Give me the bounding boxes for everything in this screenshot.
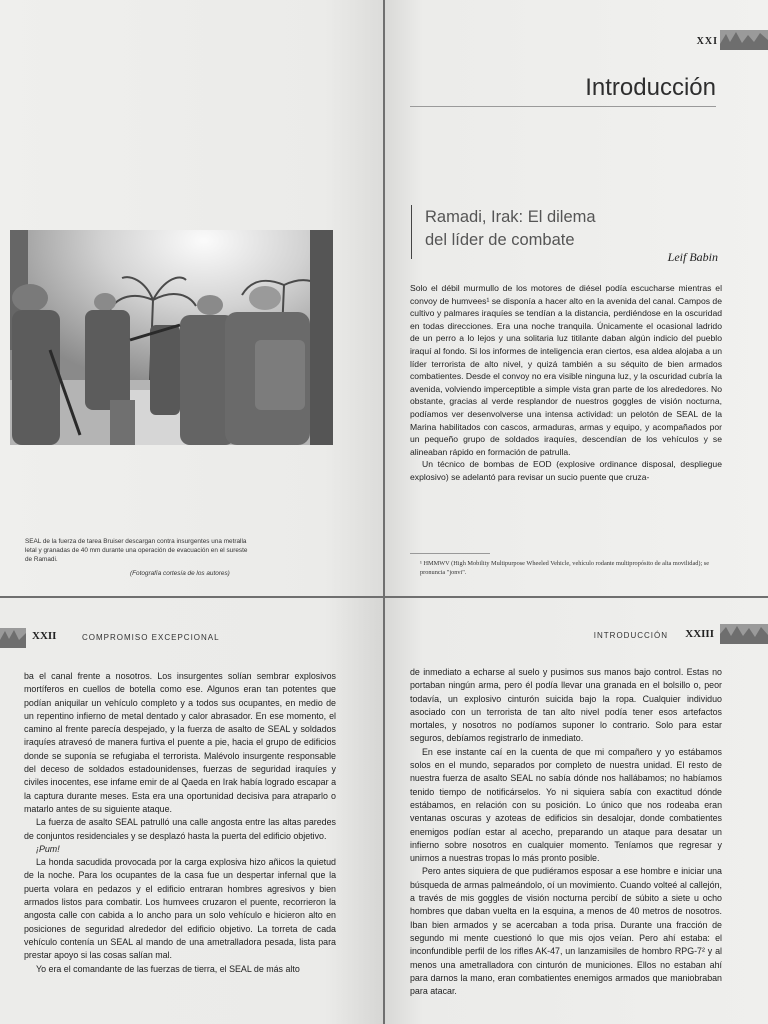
page-number: XXII bbox=[32, 630, 57, 642]
footnote: ¹ HMMWV (High Mobility Multipurpose Wheeled Vehicle, vehículo rodante multipropósito de alta movilidad); se pronuncia "jonvi". bbox=[420, 560, 710, 576]
chapter-title-line-2: del líder de combate bbox=[425, 231, 575, 249]
title-divider bbox=[410, 106, 716, 107]
body-text bbox=[410, 666, 722, 998]
foliage-ornament-icon bbox=[0, 628, 26, 648]
paragraph: Yo era el comandante de las fuerzas de tierra, el SEAL de más alto bbox=[36, 963, 300, 974]
footnote-divider bbox=[410, 553, 490, 554]
paragraph: ¡Pum! bbox=[36, 843, 60, 854]
running-head: INTRODUCCIÓN bbox=[593, 631, 668, 640]
paragraph: Un técnico de bombas de EOD (explosive ordinance disposal, despliegue explosivo) se adelantó para revisar un sucio puente que cruza- bbox=[410, 459, 722, 482]
page-title: Introducción bbox=[585, 74, 716, 101]
foliage-ornament-icon bbox=[720, 30, 768, 50]
paragraph: En ese instante caí en la cuenta de que mi compañero y yo estábamos solos en el mundo, separados por completo de nuestra unidad. El resto de nuestra fuerza de asalto SEAL no sabía dónde nos hallábamos; no habíamos tenido tiempo de notificárselos. Yo ni siquiera sabía con exactitud dónde estábamos, en relación con su posición. Lo único que nos rodeaba eran ventanas oscuras y azoteas de edificios sin desalojar, donde combatientes enemigos podían estar al acecho, preparando un ataque para desatar un infierno sobre nosotros en cualquier momento. Teníamos que regresar y unirnos a nuestras tropas lo más pronto posible. bbox=[410, 746, 722, 864]
paragraph: La fuerza de asalto SEAL patrulló una calle angosta entre las altas paredes de conjuntos residenciales y se desplazó hasta la puerta del edificio objetivo. bbox=[24, 817, 336, 841]
page-left-bottom bbox=[0, 598, 383, 1024]
seal-team-photo bbox=[10, 230, 333, 445]
page-number: XXI bbox=[696, 36, 718, 47]
photo-credit: (Fotografía cortesía de los autores) bbox=[130, 570, 230, 577]
page-left-top bbox=[0, 0, 383, 596]
paragraph: La honda sacudida provocada por la carga explosiva hizo añicos la quietud de la noche. Para los ocupantes de la casa fue un despertar infernal que la puerta volara en pedazos y el edificio entraran hombres agresivos y bien armados listos para combatir. Los humvees cruzaron el puente, recorrieron la angosta calle con cabida a lo ancho para un solo vehículo e hicieron alto en posiciones de seguridad alrededor del edificio objetivo. La torreta de cada vehículo contenía un SEAL al mando de una ametralladora pesada, lista para prestar apoyo si las cosas salían mal. bbox=[24, 857, 336, 961]
photo-image bbox=[10, 230, 333, 445]
chapter-author: Leif Babin bbox=[667, 250, 718, 264]
photo-caption: SEAL de la fuerza de tarea Bruiser descargan contra insurgentes una metralla letal y granadas de 40 mm durante una operación de evacuación en el sureste de Ramadi. bbox=[25, 538, 248, 563]
paragraph: ba el canal frente a nosotros. Los insurgentes solían sembrar explosivos mortíferos en cuellos de botella como ese. Algunos eran tan potentes que podían aniquilar un vehículo completo y a todos sus ocupantes, en medio de un repentino infierno de metal dentado y calor abrasador. En ese momento, el camino al frente parecía despejado, y la fuerza de asalto de SEAL y soldados iraquíes atravesó de manera furtiva el puente a pie, hacia el grupo de edificios donde se suponía se refugiaba el terrorista. Malévolo insurgente responsable del deceso de soldados estadounidenses, fuerzas de seguridad iraquíes y civiles inocentes, ese infame emir de al Qaeda en Irak había logrado escapar a la captura durante meses. Esta era una oportunidad decisiva para atraparlo o matarlo antes de su siguiente ataque. bbox=[24, 671, 336, 814]
chapter-title-line-1: Ramadi, Irak: El dilema bbox=[425, 208, 596, 226]
chapter-title bbox=[425, 206, 596, 252]
page-number: XXIII bbox=[685, 628, 714, 640]
paragraph: de inmediato a echarse al suelo y pusimos sus manos bajo control. Estas no portaban ningún arma, pero él podía llevar una granada en el bolsillo o, peor todavía, un explosivo cinturón suicida bajo la ropa. Cualquier individuo asociado con un terrorista de tan alto nivel podía tener esos artefactos mortales, y nosotros no podíamos suponer lo contrario. Solo para estar seguros, debíamos registrarlo de inmediato. bbox=[410, 667, 722, 744]
page-right-top bbox=[385, 0, 768, 596]
page-right-bottom bbox=[385, 598, 768, 1024]
chapter-bar bbox=[411, 205, 412, 259]
paragraph: Pero antes siquiera de que pudiéramos esposar a ese hombre e iniciar una búsqueda de armas palmeándolo, oí un movimiento. Cuando volteé al callejón, a través de mis goggles de visión nocturna percibí de súbito a siete u ocho hombres que daban vuelta en la esquina, a menos de 40 metros de nosotros. Iban bien armados y se acercaban a toda prisa. Durante una fracción de segundo mi mente cuestionó lo que mis ojos veían. Pero ahí estaba: el inconfundible perfil de los rifles AK-47, un lanzamisiles de hombro RPG-7² y al menos una ametralladora con cinturón de municiones. Ellos no estaban ahí para darnos la mano, eran combatientes enemigos armados que maniobraban para atacar. bbox=[410, 866, 722, 997]
foliage-ornament-icon bbox=[720, 624, 768, 644]
body-text bbox=[410, 282, 722, 484]
running-head: COMPROMISO EXCEPCIONAL bbox=[82, 633, 220, 642]
body-text bbox=[24, 670, 336, 976]
paragraph: Solo el débil murmullo de los motores de diésel podía escucharse mientras el convoy de humvees¹ se disponía a hacer alto en la avenida del canal. Campos de cultivo y palmares iraquíes se tendían a la distancia, perdiéndose en la oscuridad en todas direcciones. Era una noche tranquila. Únicamente el ocasional ladrido de un perro a lo lejos y una solitaria luz titilante daban algún indicio del pueblo iraquí al fondo. Si los informes de inteligencia eran ciertos, esa aldea alojaba a un líder terrorista de alto nivel, y quizá también a su séquito de bien armados combatientes. Desde el convoy no era visible ninguna luz, y la oscuridad cubría la avenida, volviendo imperceptible a simple vista gran parte de los alrededores. No obstante, gracias al verde resplandor de nuestros goggles de visión nocturna, podíamos ver desenvolverse una intensa actividad: un pelotón de SEAL de la Marina habilitados con cascos, armaduras, armas y equipo, y acompañados por un pequeño grupo de soldados iraquíes, descendían de los vehículos y se alineaban rápido en formación de patrulla. bbox=[410, 283, 722, 457]
